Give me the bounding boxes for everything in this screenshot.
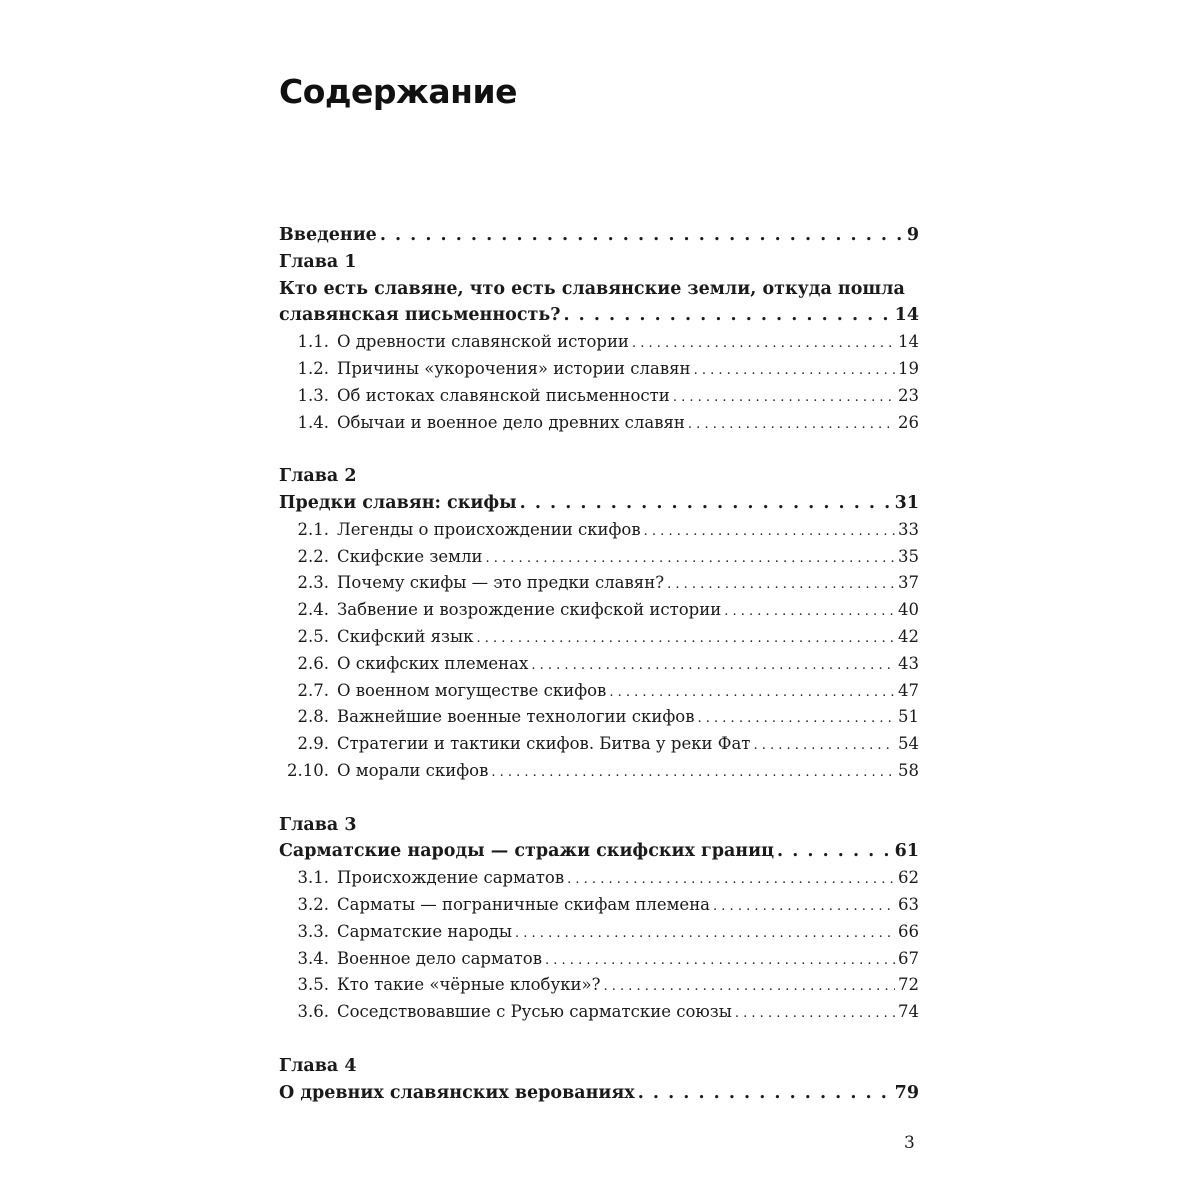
section-number: 2.10.	[287, 760, 329, 780]
section-title: Скифский язык	[337, 626, 474, 646]
dot-leader	[735, 999, 895, 1028]
section-title: Важнейшие военные технологии скифов	[337, 707, 695, 727]
section-number: 3.1.	[297, 868, 329, 888]
section-number: 1.1.	[297, 332, 329, 352]
toc-entry-section[interactable]	[279, 865, 919, 892]
toc-page-number: 61	[894, 841, 919, 862]
section-title: Сарматские народы	[337, 921, 513, 941]
dot-leader	[644, 517, 895, 546]
section-title: Военное дело сарматов	[337, 948, 543, 968]
toc-page-number: 63	[898, 894, 919, 914]
dot-leader	[567, 865, 895, 894]
section-title: Скифские земли	[337, 546, 483, 566]
toc-entry-section[interactable]	[279, 999, 919, 1026]
dot-leader	[632, 329, 895, 358]
toc-entry-section[interactable]	[279, 329, 919, 356]
chapter-label: Глава 4	[279, 1055, 357, 1076]
dot-leader	[515, 919, 895, 948]
chapter-title-line	[279, 276, 919, 303]
toc-entry-section[interactable]	[279, 651, 919, 678]
section-number: 3.5.	[297, 975, 329, 995]
dot-leader	[667, 570, 895, 599]
section-title: О военном могуществе скифов	[337, 680, 607, 700]
toc-entry-section[interactable]	[279, 758, 919, 785]
chapter-label: Глава 2	[279, 466, 357, 487]
chapter-title-text: славянская письменность?	[279, 305, 561, 326]
toc-entry-section[interactable]	[279, 678, 919, 705]
section-number: 1.4.	[297, 412, 329, 432]
section-title: Происхождение сарматов	[337, 868, 565, 888]
dot-leader	[777, 838, 892, 865]
dot-leader	[531, 651, 895, 680]
section-number: 3.6.	[297, 1002, 329, 1022]
dot-leader	[688, 410, 895, 439]
toc-entry-chapter[interactable]	[279, 302, 919, 329]
toc-page-number: 47	[898, 680, 919, 700]
dot-leader	[753, 731, 895, 760]
chapter-label: Глава 1	[279, 251, 357, 272]
section-number: 3.4.	[297, 948, 329, 968]
toc-page-number: 74	[898, 1002, 919, 1022]
section-number: 2.4.	[297, 600, 329, 620]
toc-entry-section[interactable]	[279, 704, 919, 731]
section-number: 2.9.	[297, 734, 329, 754]
chapter-title-text: Кто есть славяне, что есть славянские земли, откуда пошла	[279, 278, 905, 299]
section-number: 2.3.	[297, 573, 329, 593]
spacer	[279, 436, 919, 463]
section-title: О скифских племенах	[337, 653, 529, 673]
toc-page-number: 35	[898, 546, 919, 566]
toc-page-number: 14	[894, 305, 919, 326]
dot-leader	[603, 972, 895, 1001]
toc-page-number: 79	[894, 1082, 919, 1103]
toc-entry-chapter[interactable]	[279, 490, 919, 517]
dot-leader	[545, 946, 895, 975]
section-number: 2.6.	[297, 653, 329, 673]
toc-entry-intro[interactable]	[279, 222, 919, 249]
section-number: 1.3.	[297, 385, 329, 405]
toc-entry-section[interactable]	[279, 356, 919, 383]
toc-entry-section[interactable]	[279, 624, 919, 651]
section-title: Причины «укорочения» истории славян	[337, 358, 691, 378]
toc-page-number: 40	[898, 600, 919, 620]
toc-page-number: 31	[894, 492, 919, 513]
chapter-title-text: О древних славянских верованиях	[279, 1082, 635, 1103]
toc-entry-section[interactable]	[279, 597, 919, 624]
toc-entry-title: Введение	[279, 225, 377, 245]
toc-page-number: 54	[898, 734, 919, 754]
toc-page-number: 33	[898, 519, 919, 539]
section-number: 1.2.	[297, 358, 329, 378]
section-title: О древности славянской истории	[337, 332, 629, 352]
dot-leader	[609, 678, 895, 707]
table-of-contents	[279, 222, 919, 1106]
toc-page-number: 62	[898, 868, 919, 888]
chapter-title-text: Сарматские народы — стражи скифских границ	[279, 841, 775, 862]
section-number: 2.5.	[297, 626, 329, 646]
section-number: 3.3.	[297, 921, 329, 941]
toc-entry-section[interactable]	[279, 731, 919, 758]
page-title: Содержание	[279, 72, 517, 111]
section-title: Почему скифы — это предки славян?	[337, 573, 665, 593]
dot-leader	[713, 892, 895, 921]
spacer	[279, 1026, 919, 1053]
section-title: Соседствовавшие с Русью сарматские союзы	[337, 1002, 732, 1022]
toc-entry-chapter[interactable]	[279, 1080, 919, 1107]
folio-page-number: 3	[904, 1133, 915, 1153]
section-number: 2.1.	[297, 519, 329, 539]
toc-page-number: 66	[898, 921, 919, 941]
dot-leader	[563, 302, 891, 329]
toc-entry-section[interactable]	[279, 946, 919, 973]
toc-entry-section[interactable]	[279, 517, 919, 544]
toc-entry-section[interactable]	[279, 544, 919, 571]
section-title: Забвение и возрождение скифской истории	[337, 600, 722, 620]
toc-page-number: 23	[898, 385, 919, 405]
toc-page-number: 72	[898, 975, 919, 995]
toc-page-number: 42	[898, 626, 919, 646]
toc-page-number: 37	[898, 573, 919, 593]
toc-page-number: 19	[898, 358, 919, 378]
toc-entry-section[interactable]	[279, 919, 919, 946]
toc-page-number: 9	[906, 225, 919, 245]
toc-entry-chapter[interactable]	[279, 838, 919, 865]
section-title: Об истоках славянской письменности	[337, 385, 670, 405]
section-number: 2.7.	[297, 680, 329, 700]
chapter-title-text: Предки славян: скифы	[279, 492, 517, 513]
section-title: Сарматы — пограничные скифам племена	[337, 894, 711, 914]
section-number: 2.2.	[297, 546, 329, 566]
dot-leader	[380, 222, 904, 249]
toc-entry-section[interactable]	[279, 972, 919, 999]
toc-entry-section[interactable]	[279, 383, 919, 410]
dot-leader	[698, 704, 896, 733]
section-number: 3.2.	[297, 894, 329, 914]
section-title: Легенды о происхождении скифов	[337, 519, 641, 539]
toc-page-number: 51	[898, 707, 919, 727]
chapter-label: Глава 3	[279, 814, 357, 835]
toc-page-number: 26	[898, 412, 919, 432]
spacer	[279, 785, 919, 812]
dot-leader	[724, 597, 895, 626]
toc-entry-section[interactable]	[279, 410, 919, 437]
section-number: 2.8.	[297, 707, 329, 727]
dot-leader	[491, 758, 895, 787]
section-title: Кто такие «чёрные клобуки»?	[337, 975, 601, 995]
section-title: Стратегии и тактики скифов. Битва у реки Фат	[337, 734, 751, 754]
toc-page-number: 14	[898, 332, 919, 352]
dot-leader	[638, 1080, 892, 1107]
toc-entry-section[interactable]	[279, 892, 919, 919]
toc-entry-section[interactable]	[279, 570, 919, 597]
section-title: О морали скифов	[337, 760, 489, 780]
dot-leader	[477, 624, 896, 653]
dot-leader	[520, 490, 892, 517]
dot-leader	[694, 356, 895, 385]
section-title: Обычаи и военное дело древних славян	[337, 412, 685, 432]
toc-page-number: 43	[898, 653, 919, 673]
dot-leader	[673, 383, 895, 412]
toc-page-number: 67	[898, 948, 919, 968]
toc-page-number: 58	[898, 760, 919, 780]
dot-leader	[486, 544, 896, 573]
